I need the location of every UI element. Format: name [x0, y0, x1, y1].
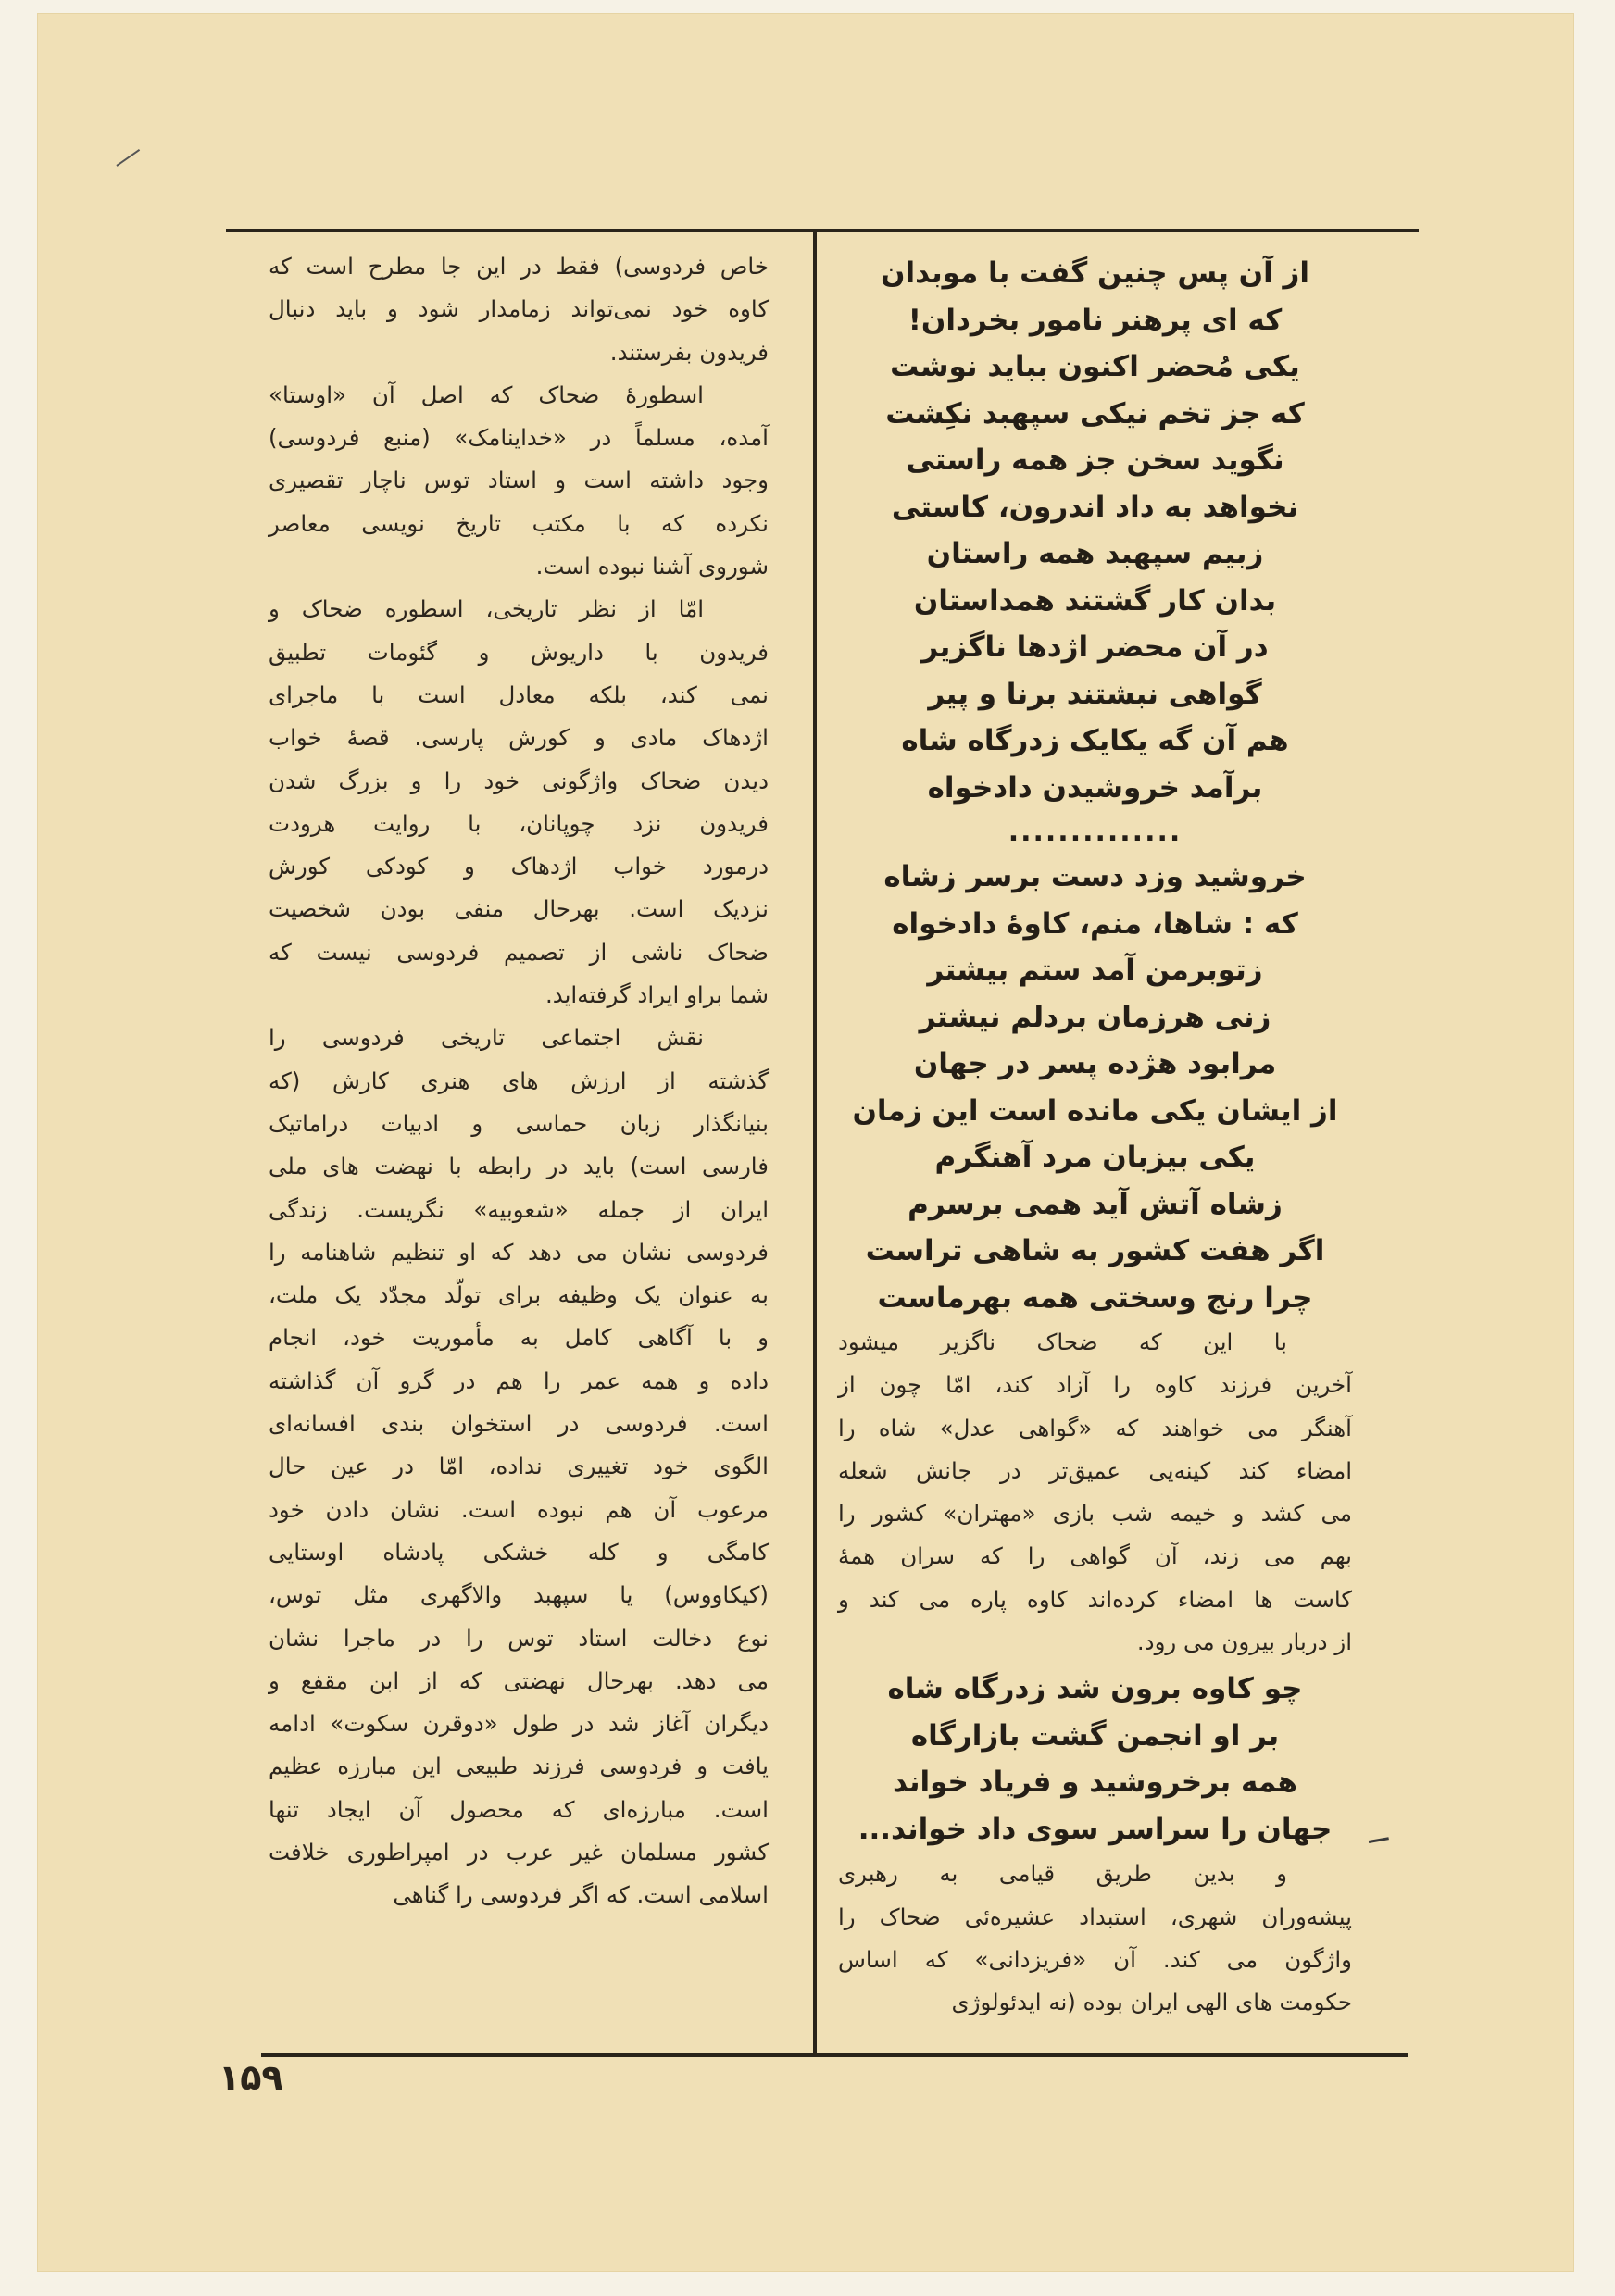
- text-line: پیشه‌وران شهری، استبداد عشیره‌ئی ضحاک را: [838, 1903, 1352, 1930]
- verse-line: نخواهد به داد اندرون، کاستی: [891, 490, 1299, 524]
- verse-line: از ایشان یکی مانده است این زمان: [852, 1093, 1338, 1128]
- paragraph-3: [269, 588, 769, 1017]
- verse-line: زبیم سپهبد همه راستان: [926, 537, 1264, 570]
- verse-line: زتوبرمن آمد ستم بیشتر: [927, 954, 1263, 987]
- text-line: نزدیک است. بهرحال منفی بودن شخصیت: [269, 895, 769, 923]
- text-line: اسطورهٔ ضحاک که اصل آن «اوستا»: [269, 381, 704, 408]
- verse-line: زشاه آتش آید همی برسرم: [908, 1187, 1283, 1221]
- text-line: است. مبارزه‌ای که محصول آن ایجاد تنها: [269, 1795, 769, 1823]
- text-line: فارسی است) باید در رابطه با نهضت های ملی: [269, 1153, 769, 1180]
- text-line: امّا از نظر تاریخی، اسطوره ضحاک و: [269, 595, 704, 623]
- text-line: نمی کند، بلکه معادل است با ماجرای: [269, 680, 769, 708]
- text-line: با این که ضحاک ناگزیر میشود: [838, 1329, 1287, 1355]
- text-line: فریدون بفرستند.: [609, 338, 769, 366]
- verse-line: همه برخروشید و فریاد خواند: [892, 1766, 1298, 1800]
- column-divider: [813, 231, 817, 2055]
- paragraph-1: [269, 245, 769, 374]
- verse-line: بدان کار گشتند همداستان: [913, 583, 1277, 618]
- text-line: اژدهاک مادی و کورش پارسی. قصهٔ خواب: [269, 724, 769, 752]
- verse-block-3: [838, 1666, 1352, 1853]
- text-line: وجود داشته است و استاد توس ناچار تقصیری: [269, 467, 769, 494]
- verse-line: هم آن گه یکایک زدرگاه شاه: [901, 724, 1289, 757]
- verse-line: برآمد خروشیدن دادخواه: [927, 770, 1263, 805]
- text-line: حکومت های الهی ایران بوده (نه ایدئولوژی: [951, 1989, 1352, 2016]
- bottom-rule: [261, 2053, 1408, 2057]
- text-line: فریدون نزد چوپانان، با روایت هرودت: [269, 809, 769, 837]
- verse-line: خروشید وزد دست برسر زشاه: [883, 860, 1307, 893]
- text-line: از دربار بیرون می رود.: [1136, 1628, 1352, 1656]
- verse-line: جهان را سراسر سوی داد خواند...: [858, 1812, 1333, 1846]
- text-line: می کشد و خیمه شب بازی «مهتران» کشور را: [838, 1500, 1352, 1528]
- verse-line: چو کاوه برون شد زدرگاه شاه: [887, 1672, 1303, 1706]
- text-line: مرعوب آن هم نبوده است. نشان دادن خود: [269, 1495, 769, 1523]
- text-line: اسلامی است. که اگر فردوسی را گناهی: [393, 1881, 769, 1909]
- text-line: کامگی و کله خشکی پادشاه اوستایی: [269, 1538, 769, 1566]
- top-rule: [226, 229, 1419, 232]
- verse-block-2: [838, 854, 1352, 1321]
- text-line: گذشته از ارزش های هنری کارش (که: [269, 1067, 769, 1094]
- verse-line: از آن پس چنین گفت با موبدان: [880, 256, 1310, 290]
- prose-block-2: [838, 1853, 1352, 2024]
- text-line: نوع دخالت استاد توس را در ماجرا نشان: [269, 1624, 769, 1652]
- text-line: به عنوان یک وظیفه برای تولّد مجدّد یک ملت،: [269, 1281, 769, 1309]
- text-line: کاوه خود نمی‌تواند زمامدار شود و باید دنبال: [269, 295, 769, 323]
- text-line: فردوسی نشان می دهد که او تنظیم شاهنامه را: [269, 1238, 769, 1266]
- verse-line: زنی هرزمان بردلم نیشتر: [919, 1000, 1271, 1034]
- text-line: الگوی خود تغییری نداده، امّا در عین حال: [269, 1453, 769, 1480]
- text-line: درمورد خواب اژدهاک و کودکی کورش: [269, 853, 769, 880]
- verse-line: اگر هفت کشور به شاهی تراست: [865, 1234, 1325, 1267]
- paragraph-4: [269, 1017, 769, 1916]
- text-line: یافت و فردوسی فرزند طبیعی این مبارزه عظیم: [269, 1753, 769, 1780]
- paragraph-2: [269, 374, 769, 588]
- text-line: بنیانگذار زبان حماسی و ادبیات دراماتیک: [269, 1109, 769, 1137]
- verse-line: در آن محضر اژدها ناگزیر: [921, 630, 1269, 664]
- text-line: ضحاک ناشی از تصمیم فردوسی نیست که: [269, 938, 769, 966]
- text-line: واژگون می کند. آن «فریزدانی» که اساس: [838, 1945, 1352, 1973]
- text-line: و بدین طریق قیامی به رهبری: [838, 1860, 1287, 1888]
- verse-line: که ای پرهنر نامور بخردان!: [908, 303, 1283, 337]
- verse-line: یکی بیزبان مرد آهنگرم: [934, 1141, 1256, 1174]
- verse-line: که جز تخم نیکی سپهبد نکِشت: [885, 396, 1305, 430]
- text-line: نقش اجتماعی تاریخی فردوسی را: [269, 1024, 704, 1052]
- text-line: کاست ها امضاء کرده‌اند کاوه پاره می کند و: [838, 1585, 1352, 1613]
- text-line: آمده، مسلماً در «خداینامک» (منبع فردوسی): [269, 424, 769, 452]
- text-line: ایران از جمله «شعوبیه» نگریست. زندگی: [269, 1195, 769, 1223]
- text-line: دیگران آغاز شد در طول «دوقرن سکوت» ادامه: [269, 1710, 769, 1738]
- verse-block-1: [838, 250, 1352, 811]
- text-line: نکرده که با مکتب تاریخ نویسی معاصر: [269, 509, 769, 537]
- text-line: داده و همه عمر را هم در گرو آن گذاشته: [269, 1366, 769, 1394]
- verse-line: نگوید سخن جز همه راستی: [906, 443, 1284, 477]
- page-number: ۱۵۹: [219, 2057, 283, 2098]
- prose-block-1: [838, 1321, 1352, 1664]
- text-line: است. فردوسی در استخوان بندی افسانه‌ای: [269, 1410, 769, 1438]
- text-line: (کیکاووس) یا سپهبد والاگهری مثل توس،: [269, 1581, 769, 1609]
- text-line: می دهد. بهرحال نهضتی که از ابن مقفع و: [269, 1666, 769, 1694]
- text-line: و با آگاهی کامل به مأموریت خود، انجام: [269, 1324, 769, 1352]
- text-line: بهم می زند، آن گواهی را که سران همهٔ: [838, 1542, 1352, 1570]
- verse-line: بر او انجمن گشت بازارگاه: [910, 1718, 1280, 1753]
- verse-line: یکی مُحضر اکنون بباید نوشت: [890, 350, 1300, 383]
- text-line: دیدن ضحاک واژگونی خود را و بزرگ شدن: [269, 767, 769, 794]
- verse-separator: ..............: [1008, 816, 1183, 848]
- verse-line: مرابود هژده پسر در جهان: [913, 1047, 1277, 1080]
- text-line: فریدون با داریوش و گئومات تطبیق: [269, 638, 769, 666]
- text-line: شما براو ایراد گرفته‌اید.: [545, 981, 769, 1009]
- text-line: شوروی آشنا نبوده است.: [535, 553, 769, 580]
- right-column: [838, 250, 1352, 2025]
- text-line: آهنگر می خواهند که «گواهی عدل» شاه را: [838, 1414, 1352, 1441]
- left-column: [269, 245, 769, 1917]
- text-line: خاص فردوسی) فقط در این جا مطرح است که: [269, 253, 769, 280]
- text-line: آخرین فرزند کاوه را آزاد کند، امّا چون از: [838, 1371, 1352, 1399]
- verse-line: چرا رنج وسختی همه بهرماست: [877, 1280, 1313, 1315]
- verse-line: که : شاها، منم، کاوهٔ دادخواه: [892, 906, 1298, 941]
- text-line: امضاء کند کینه‌یی عمیق‌تر در جانش شعله: [838, 1456, 1352, 1484]
- verse-line: گواهی نبشتند برنا و پیر: [928, 677, 1262, 711]
- text-line: کشور مسلمان غیر عرب در امپراطوری خلافت: [269, 1838, 769, 1866]
